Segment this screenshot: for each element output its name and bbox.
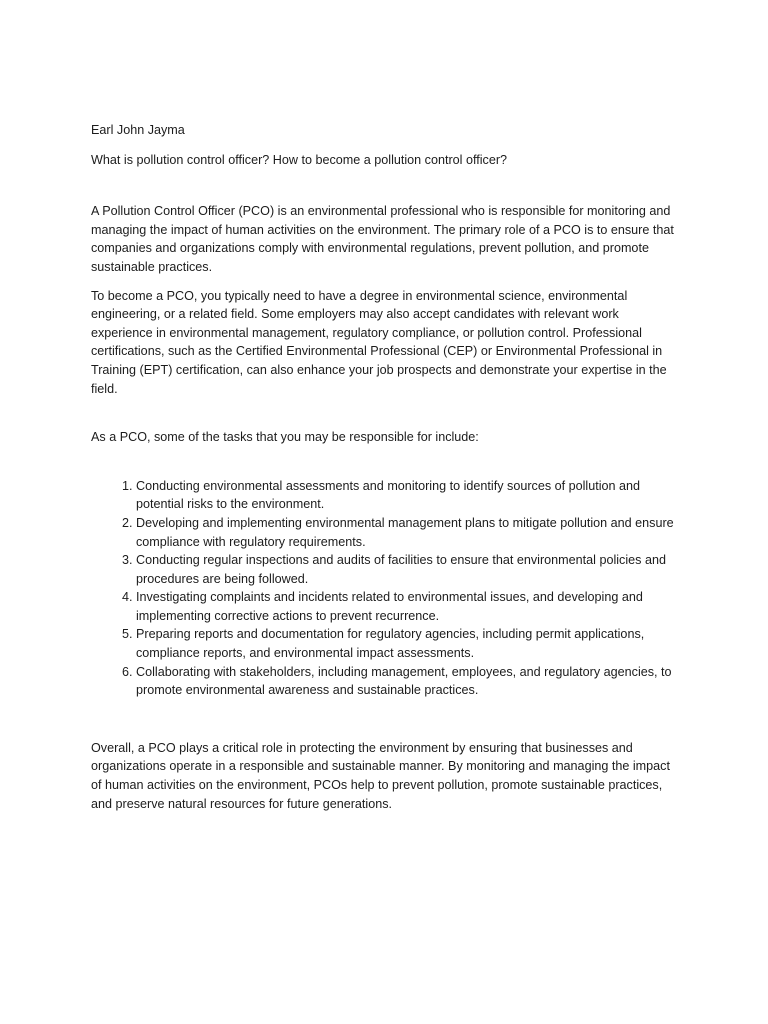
task-list — [91, 477, 683, 700]
task-list-intro: As a PCO, some of the tasks that you may be responsible for include: — [91, 430, 479, 445]
task-list-item: 3. Conducting regular inspections and audits of facilities to ensure that environmental policies and procedures are being followed. — [136, 551, 683, 588]
task-list-item: 2. Developing and implementing environmental management plans to mitigate pollution and ensure compliance with regulatory requirements. — [136, 514, 683, 551]
paragraph-requirements: To become a PCO, you typically need to have a degree in environmental science, environmental engineering, or a related field. Some employers may also accept candidates with relevant work experience in environmental management, regulatory compliance, or pollution control. Professional certifications, such as the Certified Environmental Professional (CEP) or Environmental Professional in Training (EPT) certification, can also enhance your job prospects and demonstrate your expertise in the field. — [91, 288, 667, 396]
task-list-item: 4. Investigating complaints and incidents related to environmental issues, and developing and implementing corrective actions to prevent recurrence. — [136, 588, 683, 625]
document-question: What is pollution control officer? How to become a pollution control officer? — [91, 152, 508, 167]
task-list-item: 6. Collaborating with stakeholders, including management, employees, and regulatory agencies, to promote environmental awareness and sustainable practices. — [136, 663, 683, 700]
paragraph-definition: A Pollution Control Officer (PCO) is an environmental professional who is responsible for monitoring and managing the impact of human activities on the environment. The primary role of a PCO is to ensure that companies and organizations comply with environmental regulations, prevent pollution, and promote sustainable practices. — [91, 204, 674, 274]
task-list-item: 5. Preparing reports and documentation for regulatory agencies, including permit applications, compliance reports, and environmental impact assessments. — [136, 625, 683, 662]
author-name: Earl John Jayma — [91, 123, 185, 137]
paragraph-conclusion: Overall, a PCO plays a critical role in protecting the environment by ensuring that businesses and organizations operate in a responsible and sustainable manner. By monitoring and managing the impact of human activities on the environment, PCOs help to prevent pollution, promote sustainable practices, and preserve natural resources for future generations. — [91, 740, 670, 811]
task-list-item: 1. Conducting environmental assessments and monitoring to identify sources of pollution and potential risks to the environment. — [136, 477, 683, 514]
document-body — [91, 121, 683, 813]
